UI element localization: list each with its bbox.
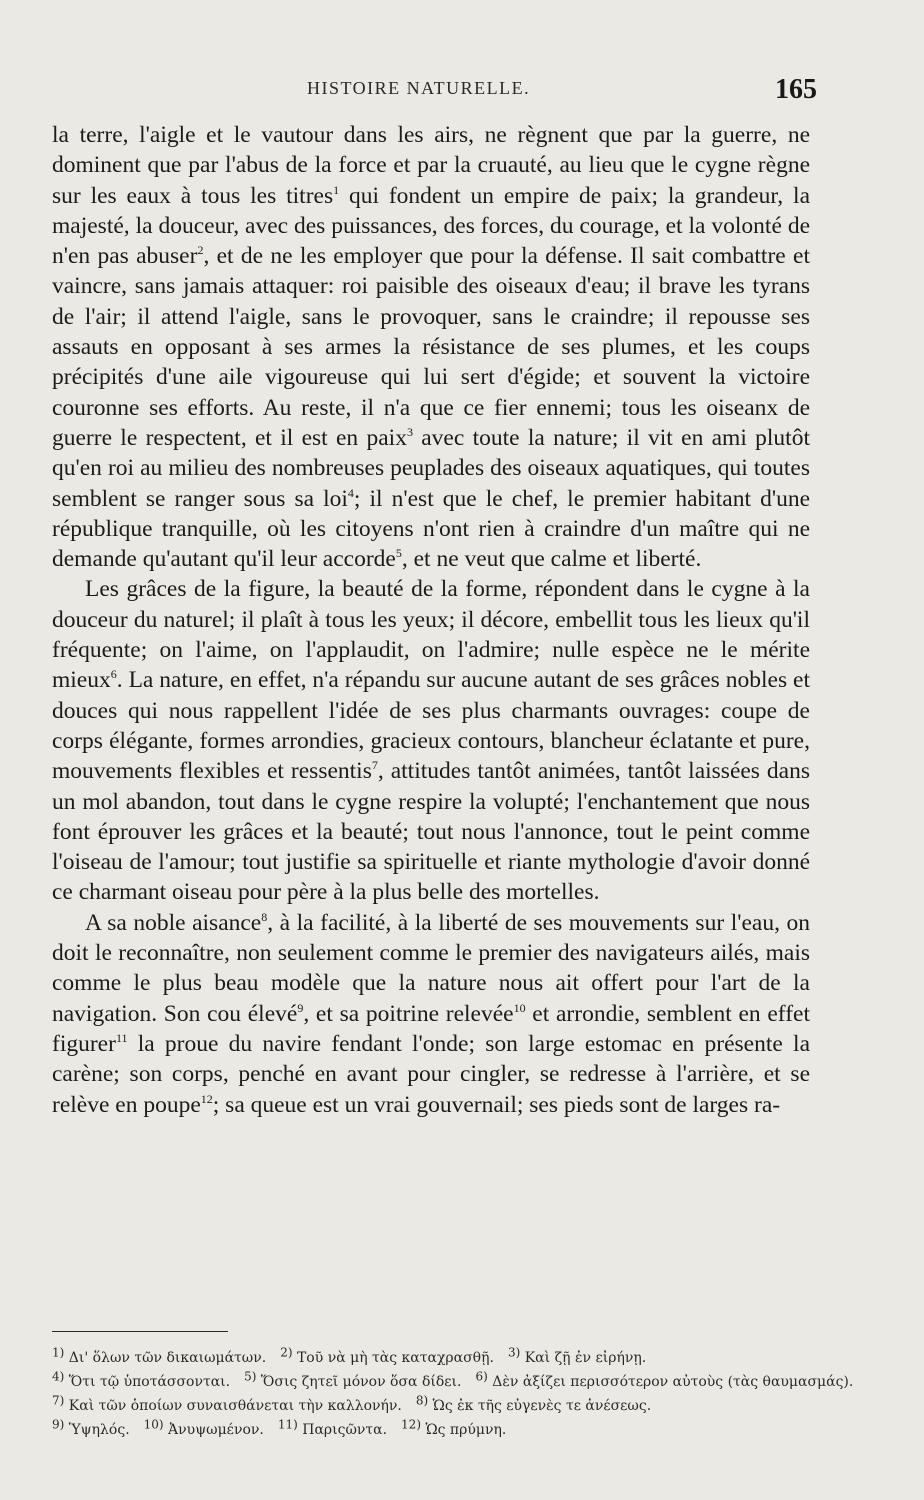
- footnote-number: 11): [277, 1417, 298, 1432]
- footnote-marker: 9: [297, 1000, 304, 1015]
- footnote-number: 5): [244, 1369, 257, 1384]
- footnote-marker: 3: [406, 425, 413, 440]
- text-run: ; sa queue est un vrai gouvernail; ses pieds sont de larges ra-: [212, 1091, 781, 1118]
- text-run: Les grâces de la figure, la beauté de la forme, répondent dans le cygne à la douceur du naturel; il plaît à tous les yeux; il décore, embellit tous les lieux qu'il fréquente; on l'aime, on l'applaudit, on l'admire; nulle espèce ne le mérite mieux: [52, 576, 810, 694]
- footnote-text: Καὶ ζῇ ἐν εἰρήνῃ.: [520, 1350, 647, 1366]
- text-run: la terre, l'aigle et le vautour dans les airs, ne règnent que par la guerre, ne dominent que par l'abus de la force et par la cruauté, au lieu que le cygne règne sur les eaux à tous les titres: [52, 122, 810, 209]
- text-run: , attitudes tantôt animées, tantôt laissées dans un mol abandon, tout dans le cygne respire la volupté; l'enchantement que nous font éprouver les grâces et la beauté; tout nous l'annonce, tout le peint comme l'oiseau de l'amour; tout justifie sa spirituelle et riante mythologie d'avoir donné ce charmant oiseau pour père à la plus belle des mortelles.: [52, 758, 811, 906]
- footnote-line: [52, 1418, 810, 1442]
- text-run: la proue du navire fendant l'onde; son large estomac en présente la carène; son corps, penché en avant pour cingler, se redresse à l'arrière, et se relève en poupe: [52, 1030, 810, 1118]
- footnote-marker: 10: [513, 1000, 526, 1015]
- footnote-number: 7): [52, 1393, 65, 1408]
- footnote-number: 6): [475, 1369, 488, 1384]
- footnote-text: Δι' ὅλων τῶν δικαιωμάτων.: [64, 1350, 267, 1366]
- text-run: . La nature, en effet, n'a répandu sur aucune autant de ses grâces nobles et douces qui nous rappellent l'idée de ses plus charmants ouvrages: coupe de corps élégante, formes arrondies, gracieux contours, blancheur éclatante et pure, mouvements flexibles et ressentis: [52, 667, 810, 785]
- footnote-number: 10): [143, 1417, 164, 1432]
- footnote-line: [52, 1369, 854, 1394]
- footnote-text: Ὅσις ζητεῖ μόνον ὅσα δίδει.: [256, 1374, 462, 1390]
- footnote-marker: 2: [197, 243, 204, 258]
- footnote-number: 9): [52, 1417, 65, 1432]
- footnote-text: Ὑψηλός.: [64, 1422, 130, 1438]
- text-run: , et sa poitrine relevée: [303, 1000, 514, 1027]
- running-title: HISTOIRE NATURELLE.: [307, 78, 531, 98]
- footnote-line: [52, 1346, 810, 1370]
- footnote-marker: 5: [395, 546, 402, 561]
- footnote-number: 1): [52, 1345, 65, 1360]
- paragraph: [52, 574, 810, 907]
- footnote-marker: 8: [261, 909, 268, 924]
- footnote-number: 4): [52, 1369, 65, 1384]
- footnote-rule: [52, 1331, 228, 1332]
- text-run: qui fondent un empire de paix; la grandeur, la majesté, la douceur, avec des puissances, des forces, du courage, et la volonté de n'en pas abuser: [52, 182, 810, 270]
- footnote-marker: 12: [200, 1091, 213, 1106]
- footnote-text: Ὅτι τῷ ὑποτάσσονται.: [64, 1374, 231, 1390]
- text-run: ; il n'est que le chef, le premier habitant d'une république tranquille, où les citoyens n'ont rien à craindre d'un maître qui ne demande qu'autant qu'il leur accorde: [52, 485, 810, 573]
- footnote-text: Παριςῶντα.: [297, 1422, 388, 1438]
- footnote-text: Καὶ τῶν ὁποίων συναισθάνεται τὴν καλλονήν.: [64, 1398, 402, 1414]
- paragraph: [52, 908, 810, 1120]
- text-run: , à la facilité, à la liberté de ses mouvements sur l'eau, on doit le reconnaître, non seulement comme le premier des navigateurs ailés, mais comme le plus beau modèle que la nature nous ait offert pour l'art de la navigation. Son cou élevé: [52, 909, 810, 1027]
- paragraph: [52, 120, 810, 574]
- text-run: , et ne veut que calme et liberté.: [401, 546, 702, 573]
- footnote-marker: 6: [110, 667, 117, 682]
- page-number: 165: [775, 74, 817, 105]
- footnote-line: [52, 1394, 810, 1418]
- footnotes: [52, 1345, 854, 1442]
- text-run: , et de ne les employer que pour la défense. Il sait combattre et vaincre, sans jamais attaquer: roi paisible des oiseaux d'eau; il brave les tyrans de l'air; il attend l'aigle, sans le provoquer, sans le craindre; il repousse ses assauts en opposant à ses armes la résistance de ses plumes, et les coups précipités d'une aile vigoureuse qui lui sert d'égide; et souvent la victoire couronne ses efforts. Au reste, il n'a que ce fier ennemi; tous les oiseanx de guerre le respectent, et il est en paix: [52, 243, 810, 451]
- footnote-text: Δὲν ἀξίζει περισσότερον αὐτοὺς (τὰς θαυμασμάς).: [487, 1374, 854, 1390]
- footnote-number: 3): [507, 1345, 521, 1360]
- footnote-number: 8): [415, 1393, 429, 1408]
- footnote-number: 2): [280, 1345, 293, 1360]
- footnote-text: Ἀνυψωμένον.: [163, 1422, 264, 1438]
- text-run: et arrondie, semblent en effet figurer: [52, 1000, 810, 1057]
- running-header: [52, 72, 817, 112]
- body-text: [52, 120, 810, 1120]
- footnote-number: 12): [401, 1417, 421, 1432]
- footnote-marker: 7: [371, 758, 378, 773]
- footnote-marker: 11: [115, 1031, 128, 1046]
- text-run: avec toute la nature; il vit en ami plutôt qu'en roi au milieu des nombreuses peuplades des oiseaux aquatiques, qui toutes semblent se ranger sous sa loi: [52, 424, 810, 512]
- footnote-marker: 1: [333, 182, 340, 197]
- footnote-text: Ὡς πρύμνη.: [421, 1422, 507, 1438]
- text-run: A sa noble aisance: [85, 909, 262, 936]
- footnote-marker: 4: [347, 485, 354, 500]
- footnote-text: Τοῦ νὰ μὴ τὰς καταχρασθῇ.: [292, 1350, 494, 1366]
- footnote-text: Ὡς ἐκ τῆς εὐγενὲς τε ἀνέσεως.: [428, 1398, 652, 1414]
